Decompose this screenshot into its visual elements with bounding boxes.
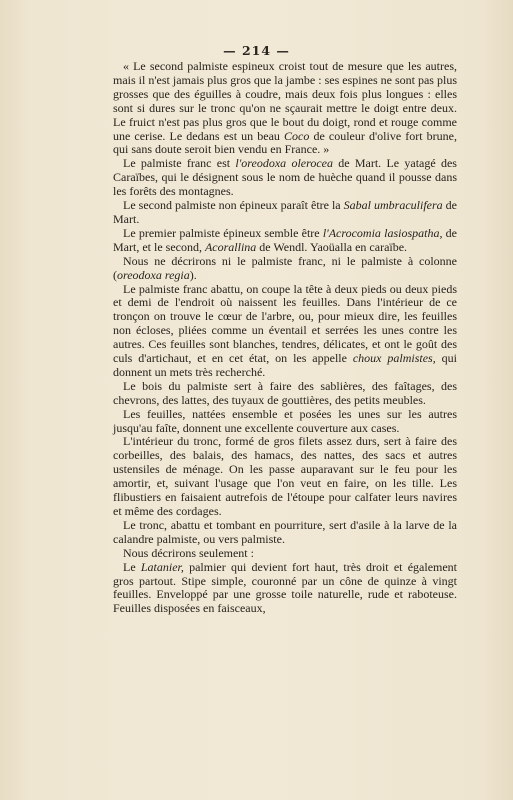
paragraph: [113, 380, 457, 408]
text-run: de Mart, et le second,: [113, 225, 457, 254]
paragraph: [113, 157, 457, 199]
text-run: Le tronc, abattu et tombant en pourriture, sert d'asile à la larve de la calandre palmiste, ou vers palmiste.: [113, 517, 457, 546]
text-run: L'intérieur du tronc, formé de gros filets assez durs, sert à faire des corbeilles, des balais, des hamacs, des nattes, des sacs et autres ustensiles de ménage. On les passe auparavant sur le feu pour les amortir, et, suivant l'usage que l'on veut en faire, on les tille. Les flibustiers en faisaient autrefois de l'étoupe pour calfater leurs navires et même des cordages.: [113, 434, 457, 518]
paragraph: [113, 60, 457, 157]
page-number: — 214 —: [223, 43, 290, 58]
paragraph: [113, 227, 457, 255]
text-run: palmier qui devient fort haut, très droit et également gros partout. Stipe simple, couronné par un cône de quinze à vingt feuilles. Enveloppé par une grosse toile naturelle, rude et raboteuse. Feuilles disposées en faisceaux,: [113, 559, 458, 616]
text-run: de Mart. Le yatagé des Caraïbes, qui le désignent sous le nom de huèche quand il pousse dans les forêts des montagnes.: [113, 156, 457, 199]
text-run: Le: [123, 559, 141, 574]
text-run: « Le second palmiste espineux croist tout de mesure que les autres, mais il n'est jamais plus gros que la jambe : ses espines ne sont pas plus grosses que des éguilles à coudre, mais deux fois plus longues : elles sont si dures sur le tronc qu'on ne sçaurait mettre le doigt entre deux. Le fruict n'est pas plus gros que le bout du doigt, rond et rouge comme une cerise. Le dedans est un beau: [113, 59, 457, 143]
italic-term: Coco: [284, 128, 310, 143]
text-run: qui donnent un mets très recherché.: [113, 351, 457, 379]
text-run: Le palmiste franc abattu, on coupe la tête à deux pieds ou deux pieds et demi de l'endroit où naissent les feuilles. Dans l'intérieur de ce tronçon on trouve le cœur de l'arbre, ou, pour mieux dire, les feuilles non écloses, pliées comme un éventail et serrées les unes contre les autres. Ces feuilles sont blanches, tendres, délicates, et ont le goût des culs d'artichaut, et en cet état, on les appelle: [113, 281, 457, 366]
paragraph: [113, 283, 457, 380]
text-run: Les feuilles, nattées ensemble et posées les unes sur les autres jusqu'au faîte, donnent une excellente couverture aux cases.: [113, 406, 457, 435]
italic-term: l'Acrocomia lasiospatha,: [322, 225, 443, 240]
text-run: de couleur d'olive fort brune, qui sans doute seroit bien vendu en France. »: [113, 128, 457, 157]
italic-term: Acorallina: [204, 239, 257, 254]
text-run: Nous ne décrirons ni le palmiste franc, ni le palmiste à colonne (: [113, 253, 457, 282]
paragraph: [113, 547, 457, 561]
italic-term: Sabal umbraculifera: [343, 198, 443, 213]
italic-term: l'oreodoxa olerocea: [235, 156, 333, 171]
italic-term: Latanier,: [140, 559, 184, 574]
text-run: Le second palmiste non épineux paraît être la: [123, 198, 344, 213]
paragraph: [113, 435, 457, 518]
text-run: Le premier palmiste épineux semble être: [123, 225, 323, 240]
body-text: [113, 60, 457, 616]
text-run: de Mart.: [113, 198, 458, 226]
paragraph: [113, 408, 457, 436]
text-run: Le bois du palmiste sert à faire des sablières, des faîtages, des chevrons, des lattes, des tuyaux de gouttières, des petits meubles.: [113, 378, 457, 407]
paragraph: [113, 561, 457, 617]
paragraph: [113, 519, 457, 547]
paragraph: [113, 199, 457, 227]
paragraph: [113, 255, 457, 283]
text-run: Nous décrirons seulement :: [123, 545, 254, 560]
text-run: de Wendl. Yaoüalla en caraïbe.: [256, 239, 408, 254]
italic-term: oreodoxa regia: [117, 267, 190, 282]
text-run: ).: [189, 267, 197, 282]
text-run: Le palmiste franc est: [123, 156, 236, 171]
italic-term: choux palmistes,: [352, 351, 436, 366]
